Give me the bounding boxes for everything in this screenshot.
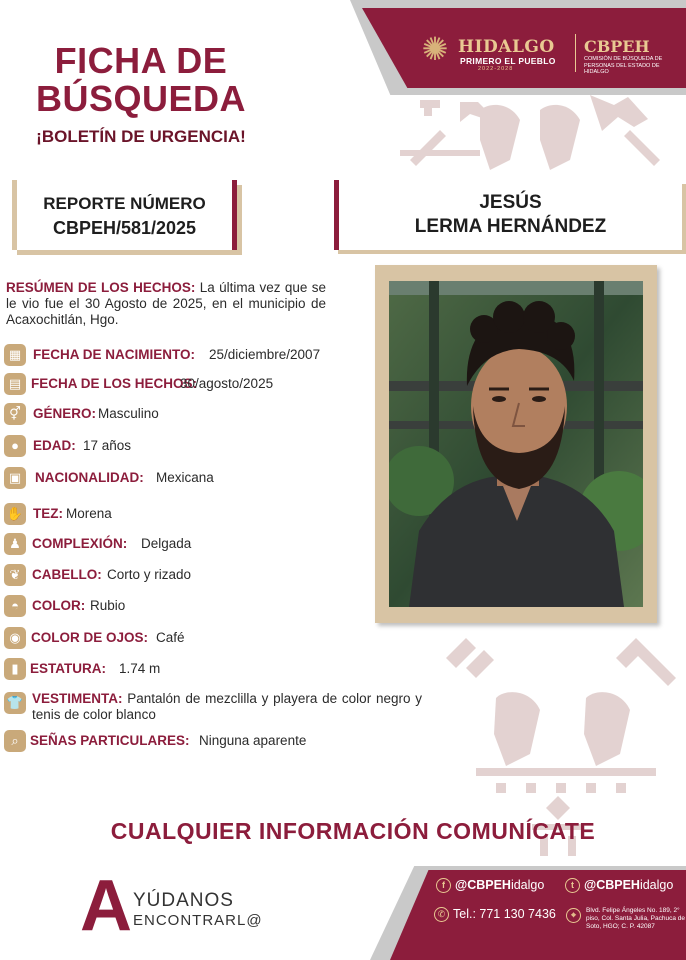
photo-frame (375, 265, 657, 623)
facebook-icon: f (436, 878, 451, 893)
field-nationality (4, 466, 424, 490)
report-number-box (12, 180, 237, 250)
summary-text: La última vez que se le vio fue el 30 Agosto de 2025, en el municipio de Acaxochitlán, Hgo. (6, 280, 326, 327)
field-label: TEZ: (33, 506, 63, 521)
hair-color-icon: ◓ (4, 595, 26, 617)
facebook-contact[interactable] (436, 878, 544, 893)
magnifier-icon: ⌕ (4, 730, 26, 752)
logo-hidalgo-text: HIDALGO (458, 37, 555, 57)
field-label: NACIONALIDAD: (35, 470, 144, 485)
twitter-handle-bold: @CBPEH (584, 878, 640, 892)
field-value: 25/diciembre/2007 (209, 347, 321, 362)
id-card-icon: ▣ (4, 467, 26, 489)
age-icon: ● (4, 435, 26, 457)
title-line-1: FICHA DE (54, 40, 228, 81)
person-photo (389, 281, 643, 607)
field-label: VESTIMENTA: (32, 691, 123, 706)
field-value: Pantalón de mezclilla y playera de color negro y tenis de color blanco (32, 691, 422, 722)
facebook-handle-rest: idalgo (510, 878, 545, 892)
summary-label: RESÚMEN DE LOS HECHOS: (6, 280, 196, 295)
field-label: SEÑAS PARTICULARES: (30, 733, 190, 748)
field-skin-tone (4, 502, 424, 526)
field-clothing-text (32, 691, 422, 723)
person-name-box (334, 180, 682, 250)
field-hair (4, 563, 424, 587)
field-value: Ninguna aparente (199, 733, 307, 748)
urgency-subtitle: ¡BOLETÍN DE URGENCIA! (36, 127, 246, 146)
field-height (4, 657, 424, 681)
help-logo-line-2: ENCONTRARL@ (133, 912, 263, 929)
logo-divider (575, 34, 576, 72)
field-label: COLOR: (32, 598, 86, 613)
report-label: REPORTE NÚMERO (43, 194, 206, 213)
facebook-handle-bold: @CBPEH (455, 878, 511, 892)
field-label: FECHA DE NACIMIENTO: (33, 347, 195, 362)
calendar-icon: ▤ (4, 373, 26, 395)
field-value: Masculino (98, 406, 159, 421)
logo-years: 2022-2028 (478, 66, 514, 72)
height-icon: ▮ (4, 658, 26, 680)
field-label: CABELLO: (32, 567, 102, 582)
field-event-date (4, 372, 424, 396)
help-logo-line-1: YÚDANOS (133, 890, 234, 911)
report-number: CBPEH/581/2025 (52, 218, 197, 238)
field-age (4, 434, 424, 458)
twitter-contact[interactable] (565, 878, 673, 893)
facts-summary (6, 280, 326, 328)
field-gender (4, 402, 424, 426)
field-label: COLOR DE OJOS: (31, 630, 149, 645)
logo-tagline: PRIMERO EL PUEBLO (460, 56, 556, 66)
field-value: Delgada (141, 536, 192, 551)
field-value: Mexicana (156, 470, 214, 485)
field-label: ESTATURA: (30, 661, 106, 676)
field-value: 1.74 m (119, 661, 161, 676)
field-eye-color (4, 626, 424, 650)
twitter-icon: t (565, 878, 580, 893)
field-value: Café (156, 630, 185, 645)
logo-cbpeh-subtitle: COMISIÓN DE BÚSQUEDA DE PERSONAS DEL ESTADO DE HIDALGO (584, 56, 663, 75)
field-birth-date (4, 343, 424, 367)
field-label: GÉNERO: (33, 406, 97, 421)
hidalgo-flower-logo-icon: ✺ (421, 31, 449, 67)
field-value: 30/agosto/2025 (180, 376, 274, 391)
field-clothing (4, 691, 424, 725)
shirt-icon: 👕 (4, 692, 26, 714)
person-last-name: LERMA HERNÁNDEZ (414, 216, 607, 237)
title-line-2: BÚSQUEDA (35, 78, 246, 119)
field-value: Corto y rizado (107, 567, 192, 582)
phone-contact[interactable] (434, 907, 556, 922)
phone-number: Tel.: 771 130 7436 (453, 907, 556, 921)
skin-icon: ✋ (4, 503, 26, 525)
field-label: COMPLEXIÓN: (32, 536, 128, 551)
person-photo-illustration (389, 281, 643, 607)
location-pin-icon: ⌖ (566, 908, 581, 923)
page-title (16, 42, 266, 118)
contact-call-to-action: CUALQUIER INFORMACIÓN COMUNÍCATE (110, 818, 596, 844)
whatsapp-icon: ✆ (434, 907, 449, 922)
field-build (4, 532, 424, 556)
body-icon: ♟ (4, 533, 26, 555)
field-hair-color (4, 594, 424, 618)
logo-cbpeh-text: CBPEH (584, 37, 650, 56)
field-value: 17 años (83, 438, 132, 453)
office-address: Blvd. Felipe Ángeles No. 189, 2° piso, Col. Santa Julia, Pachuca de Soto, HGO; C. P. 42087 (586, 907, 686, 930)
gender-icon: ⚥ (4, 403, 26, 425)
cake-icon: ▦ (4, 344, 26, 366)
field-distinguishing-marks (4, 729, 424, 753)
help-logo-letter: A (80, 866, 132, 946)
field-label: EDAD: (33, 438, 76, 453)
twitter-handle-rest: idalgo (639, 878, 674, 892)
field-value: Morena (66, 506, 112, 521)
field-label: FECHA DE LOS HECHOS: (31, 376, 198, 391)
person-first-name: JESÚS (479, 192, 542, 213)
field-value: Rubio (90, 598, 126, 613)
eye-icon: ◉ (4, 627, 26, 649)
hair-icon: ❦ (4, 564, 26, 586)
